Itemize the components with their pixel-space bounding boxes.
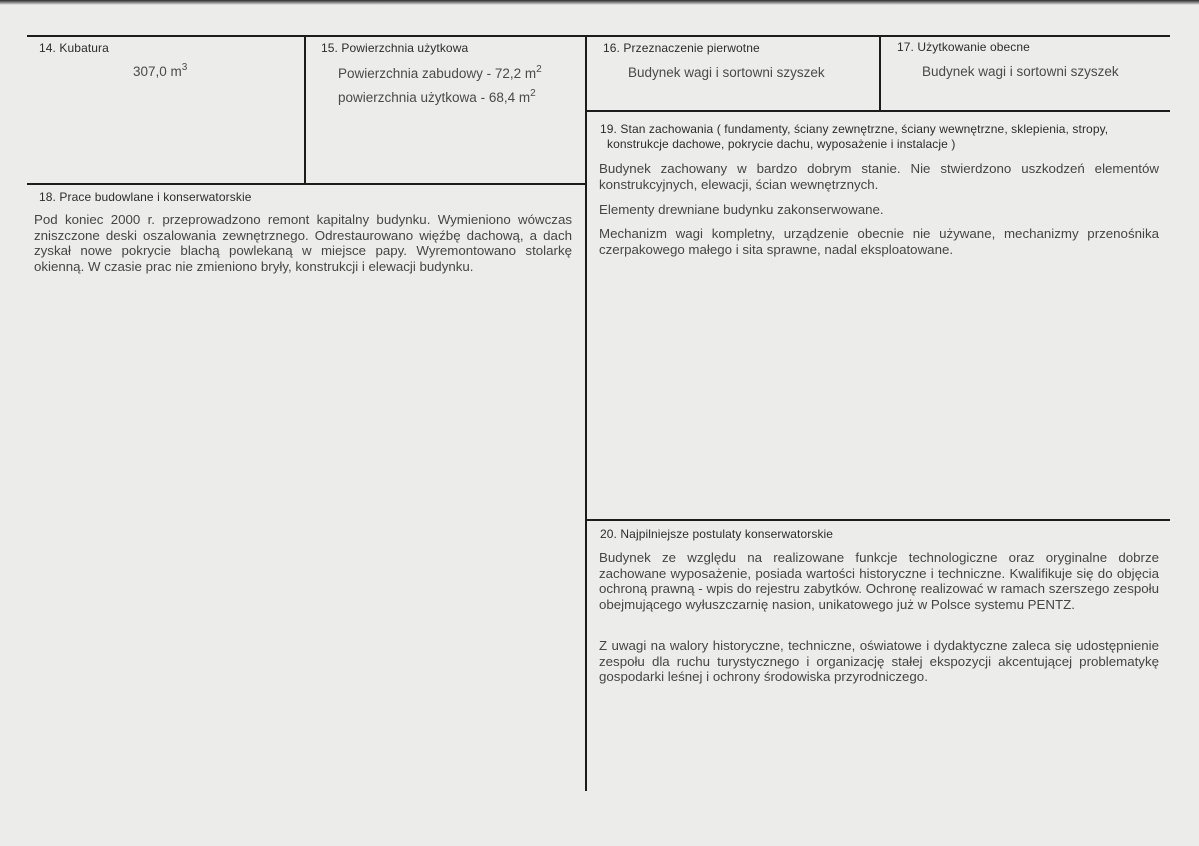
divider-15-18 [27,183,586,185]
zabudowa-unit-exponent: 2 [536,64,542,75]
field-17-label: 17. Użytkowanie obecne [897,40,1030,54]
uzytkowa-value: powierzchnia użytkowa - 68,4 m [338,90,531,105]
divider-14-15 [304,35,306,184]
field-19-paragraph-1: Budynek zachowany w bardzo dobrym stanie. Nie stwierdzono uszkodzeń elementów konstrukcyjnych, elewacji, ścian wewnętrznych. [599,161,1159,192]
field-19-label-line-1: 19. Stan zachowania ( fundamenty, ściany zewnętrzne, ściany wewnętrzne, sklepienia, stropy, [600,122,1109,136]
field-19-label-line-2: konstrukcje dachowe, pokrycie dachu, wyposażenie i instalacje ) [607,137,956,151]
field-16-label: 16. Przeznaczenie pierwotne [603,41,760,55]
field-15-label: 15. Powierzchnia użytkowa [321,41,469,55]
divider-19-20 [585,519,1170,521]
field-14-value [133,63,187,81]
uzytkowa-unit-exponent: 2 [530,88,536,99]
field-15-line-1 [338,65,542,83]
field-14-label: 14. Kubatura [39,41,109,55]
top-border [27,35,1170,37]
zabudowa-value: Powierzchnia zabudowy - 72,2 m [338,66,537,81]
field-18-label: 18. Prace budowlane i konserwatorskie [39,190,252,204]
field-20-label: 20. Najpilniejsze postulaty konserwatorskie [600,527,834,541]
field-16-value: Budynek wagi i sortowni szyszek [628,65,825,80]
field-20-paragraph-1: Budynek ze względu na realizowane funkcje technologiczne oraz oryginalne dobrze zachowane wyposażenie, posiada wartości historyczne i techniczne. Kwalifikuje się do objęcia ochroną prawną - wpis do rejestru zabytków. Ochronę realizować w ramach szerszego zespołu obejmującego wyłuszczarnię nasion, unikatowego już w Polsce systemu PENTZ. [599,550,1159,612]
kubatura-value: 307,0 m [133,64,182,79]
divider-16-17 [879,35,881,111]
field-19-paragraph-2: Elementy drewniane budynku zakonserwowane. [599,202,884,217]
main-vertical-divider [585,35,587,791]
field-18-text: Pod koniec 2000 r. przeprowadzono remont kapitalny budynku. Wymieniono wówczas zniszczone deski oszalowania zewnętrznego. Odrestaurowano więźbę dachową, a dach zyskał nowe pokrycie blachą powlekaną w miejsce papy. Wyremontowano stolarkę okienną. W czasie prac nie zmieniono bryły, konstrukcji i elewacji budynku. [34,212,572,274]
field-15-line-2 [338,89,536,107]
field-17-value: Budynek wagi i sortowni szyszek [922,64,1119,79]
kubatura-unit-exponent: 3 [181,62,188,73]
field-20-paragraph-2: Z uwagi na walory historyczne, techniczne, oświatowe i dydaktyczne zaleca się udostępnienie zespołu dla ruchu turystycznego i organizację stałej ekspozycji akcentującej problematykę gospodarki leśnej i ochrony środowiska przyrodniczego. [599,638,1159,684]
field-19-paragraph-3: Mechanizm wagi kompletny, urządzenie obecnie nie używane, mechanizmy przenośnika czerpakowego małego i sita sprawne, nadal eksploatowane. [599,226,1159,257]
divider-16-19 [585,110,1170,112]
